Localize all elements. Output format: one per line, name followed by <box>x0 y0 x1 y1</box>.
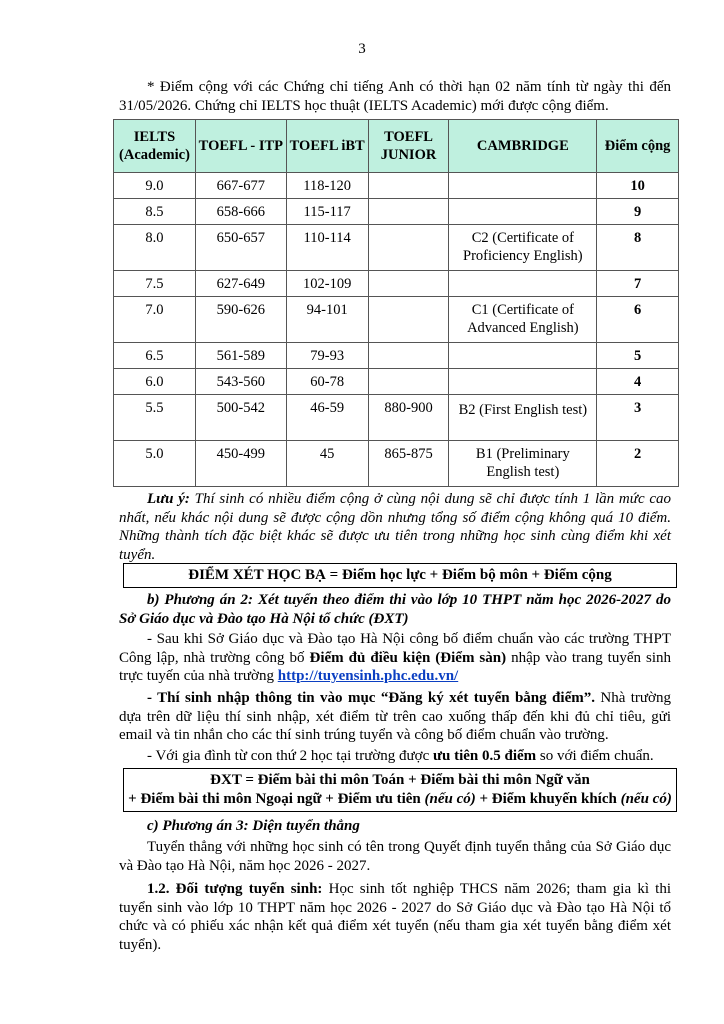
cell-ielts: 5.5 <box>114 395 196 441</box>
cell-toefl-itp: 561-589 <box>195 343 286 369</box>
formula-dxt-box <box>123 768 677 812</box>
cell-toefl-itp: 667-677 <box>195 173 286 199</box>
option-b-paragraph-3 <box>119 747 671 766</box>
cell-toefl-itp: 450-499 <box>195 441 286 487</box>
cell-cambridge <box>449 271 597 297</box>
cell-ielts: 8.0 <box>114 225 196 271</box>
cell-toefl-junior <box>368 225 449 271</box>
cell-cambridge <box>449 369 597 395</box>
cell-toefl-junior <box>368 271 449 297</box>
cell-cambridge: C2 (Certificate of Proficiency English) <box>449 225 597 271</box>
option-b-p2-bold: - Thí sinh nhập thông tin vào mục “Đăng ký xét tuyển bằng điểm”. <box>147 690 595 706</box>
certificate-validity-note: * Điểm cộng với các Chứng chỉ tiếng Anh có thời hạn 02 năm tính từ ngày thi đến 31/05/2026. Chứng chỉ IELTS học thuật (IELTS Academic) mới được cộng điểm. <box>119 79 671 114</box>
cell-toefl-junior <box>368 369 449 395</box>
cell-toefl-ibt: 102-109 <box>286 271 368 297</box>
formula-hoc-ba-box: ĐIỂM XÉT HỌC BẠ = Điểm học lực + Điểm bộ môn + Điểm cộng <box>123 563 677 588</box>
cell-toefl-itp: 590-626 <box>195 297 286 343</box>
option-b-p1-bold: Điểm đủ điều kiện (Điểm sàn) <box>309 649 507 666</box>
cell-cambridge: B2 (First English test) <box>449 395 597 441</box>
cell-bonus-points: 8 <box>597 225 679 271</box>
section-1-2-label: 1.2. Đối tượng tuyển sinh: <box>147 881 323 897</box>
cell-bonus-points: 4 <box>597 369 679 395</box>
cell-cambridge <box>449 173 597 199</box>
cell-toefl-ibt: 60-78 <box>286 369 368 395</box>
formula-dxt-line-2-part-2: + Điểm khuyến khích <box>475 791 621 807</box>
cell-bonus-points: 7 <box>597 271 679 297</box>
formula-dxt-optional-2: (nếu có) <box>620 791 672 807</box>
cell-bonus-points: 10 <box>597 173 679 199</box>
cell-toefl-ibt: 94-101 <box>286 297 368 343</box>
admission-website-link[interactable]: http://tuyensinh.phc.edu.vn/ <box>277 668 459 685</box>
table-body <box>114 173 679 487</box>
note-paragraph <box>119 490 671 564</box>
cell-bonus-points: 6 <box>597 297 679 343</box>
cell-toefl-ibt: 115-117 <box>286 199 368 225</box>
cell-cambridge <box>449 199 597 225</box>
table-row <box>114 225 679 271</box>
table-row <box>114 271 679 297</box>
table-row <box>114 343 679 369</box>
option-b-p1-text-2: nhập vào trang tuyển sinh trực tuyến của nhà trường <box>119 649 671 685</box>
cell-ielts: 6.5 <box>114 343 196 369</box>
cell-ielts: 7.0 <box>114 297 196 343</box>
section-1-2-text: Học sinh tốt nghiệp THCS năm 2026; tham gia kì thi tuyển sinh vào lớp 10 THPT năm học 2026 - 2027 do Sở Giáo dục và Đào tạo Hà Nội tổ chức và có phiếu xác nhận kết quả điểm xét tuyển (nếu tham gia xét tuyển bằng điểm xét tuyển). <box>119 881 672 953</box>
table-row <box>114 199 679 225</box>
cell-cambridge: B1 (Preliminary English test) <box>449 441 597 487</box>
header-toefl-ibt: TOEFL iBT <box>286 120 368 173</box>
header-toefl-itp: TOEFL - ITP <box>195 120 286 173</box>
cell-toefl-itp: 500-542 <box>195 395 286 441</box>
cell-ielts: 7.5 <box>114 271 196 297</box>
option-b-p3-bold: ưu tiên 0.5 điểm <box>433 748 537 764</box>
cell-bonus-points: 5 <box>597 343 679 369</box>
cell-ielts: 9.0 <box>114 173 196 199</box>
note-label: Lưu ý: <box>147 491 190 507</box>
table-row <box>114 395 679 441</box>
header-bonus-points: Điểm cộng <box>597 120 679 173</box>
option-b-p1-text: - Sau khi Sở Giáo dục và Đào tạo Hà Nội công bố điểm chuẩn vào các trường THPT Công lập, nhà trường công bố <box>119 631 671 666</box>
cell-toefl-ibt: 110-114 <box>286 225 368 271</box>
table-row <box>114 173 679 199</box>
table-header-row <box>114 120 679 173</box>
cell-toefl-ibt: 46-59 <box>286 395 368 441</box>
formula-dxt-line-2-part-1: + Điểm bài thi môn Ngoại ngữ + Điểm ưu tiên <box>128 791 425 807</box>
cell-toefl-itp: 658-666 <box>195 199 286 225</box>
cell-toefl-ibt: 79-93 <box>286 343 368 369</box>
cell-toefl-junior <box>368 199 449 225</box>
option-b-title: b) Phương án 2: Xét tuyển theo điểm thi vào lớp 10 THPT năm học 2026-2027 do Sở Giáo dục và Đào tạo Hà Nội tổ chức (ĐXT) <box>119 592 671 627</box>
option-c-paragraph: Tuyển thẳng với những học sinh có tên trong Quyết định tuyển thẳng của Sở Giáo dục và Đào tạo Hà Nội, năm học 2026 - 2027. <box>119 839 671 874</box>
cell-toefl-ibt: 45 <box>286 441 368 487</box>
cell-toefl-itp: 650-657 <box>195 225 286 271</box>
header-ielts: IELTS (Academic) <box>114 120 196 173</box>
table-row <box>114 297 679 343</box>
cell-toefl-itp: 627-649 <box>195 271 286 297</box>
cell-toefl-ibt: 118-120 <box>286 173 368 199</box>
header-cambridge: CAMBRIDGE <box>449 120 597 173</box>
table-row <box>114 441 679 487</box>
cell-toefl-itp: 543-560 <box>195 369 286 395</box>
option-b-p3-text-2: so với điểm chuẩn. <box>536 748 654 764</box>
header-toefl-junior: TOEFL JUNIOR <box>368 120 449 173</box>
option-b-p3-text: - Với gia đình từ con thứ 2 học tại trường được <box>147 748 433 764</box>
cell-bonus-points: 9 <box>597 199 679 225</box>
cell-toefl-junior: 865-875 <box>368 441 449 487</box>
option-b-paragraph-1 <box>119 630 671 686</box>
option-c-title: c) Phương án 3: Diện tuyển thẳng <box>147 818 360 834</box>
cell-toefl-junior <box>368 297 449 343</box>
cell-cambridge <box>449 343 597 369</box>
formula-dxt-optional-1: (nếu có) <box>424 791 476 807</box>
cell-toefl-junior: 880-900 <box>368 395 449 441</box>
formula-dxt-line-1: ĐXT = Điểm bài thi môn Toán + Điểm bài thi môn Ngữ văn <box>210 772 590 788</box>
option-b-p2-text: Nhà trường dựa trên dữ liệu thí sinh nhập, xét điểm từ trên cao xuống thấp đến khi đủ chỉ tiêu, gửi email và tin nhắn cho các thí sinh trúng tuyển và công bố điểm chuẩn vào trường. <box>119 690 671 744</box>
option-b-paragraph-2 <box>119 689 671 745</box>
cell-ielts: 5.0 <box>114 441 196 487</box>
formula-dxt-line-2 <box>124 790 676 809</box>
section-1-2-paragraph <box>119 880 671 954</box>
cell-ielts: 6.0 <box>114 369 196 395</box>
page-number: 3 <box>358 41 366 57</box>
note-text: Thí sinh có nhiều điểm cộng ở cùng nội dung sẽ chỉ được tính 1 lần mức cao nhất, nếu khác nội dung sẽ được cộng dồn nhưng tổng số điểm cộng không quá 10 điểm. Những thành tích đặc biệt khác sẽ được ưu tiên trong những học sinh cùng điểm khi xét tuyển. <box>119 491 672 563</box>
english-certificate-table <box>113 119 679 487</box>
cell-toefl-junior <box>368 173 449 199</box>
cell-cambridge: C1 (Certificate of Advanced English) <box>449 297 597 343</box>
cell-bonus-points: 2 <box>597 441 679 487</box>
cell-toefl-junior <box>368 343 449 369</box>
cell-ielts: 8.5 <box>114 199 196 225</box>
table-row <box>114 369 679 395</box>
cell-bonus-points: 3 <box>597 395 679 441</box>
